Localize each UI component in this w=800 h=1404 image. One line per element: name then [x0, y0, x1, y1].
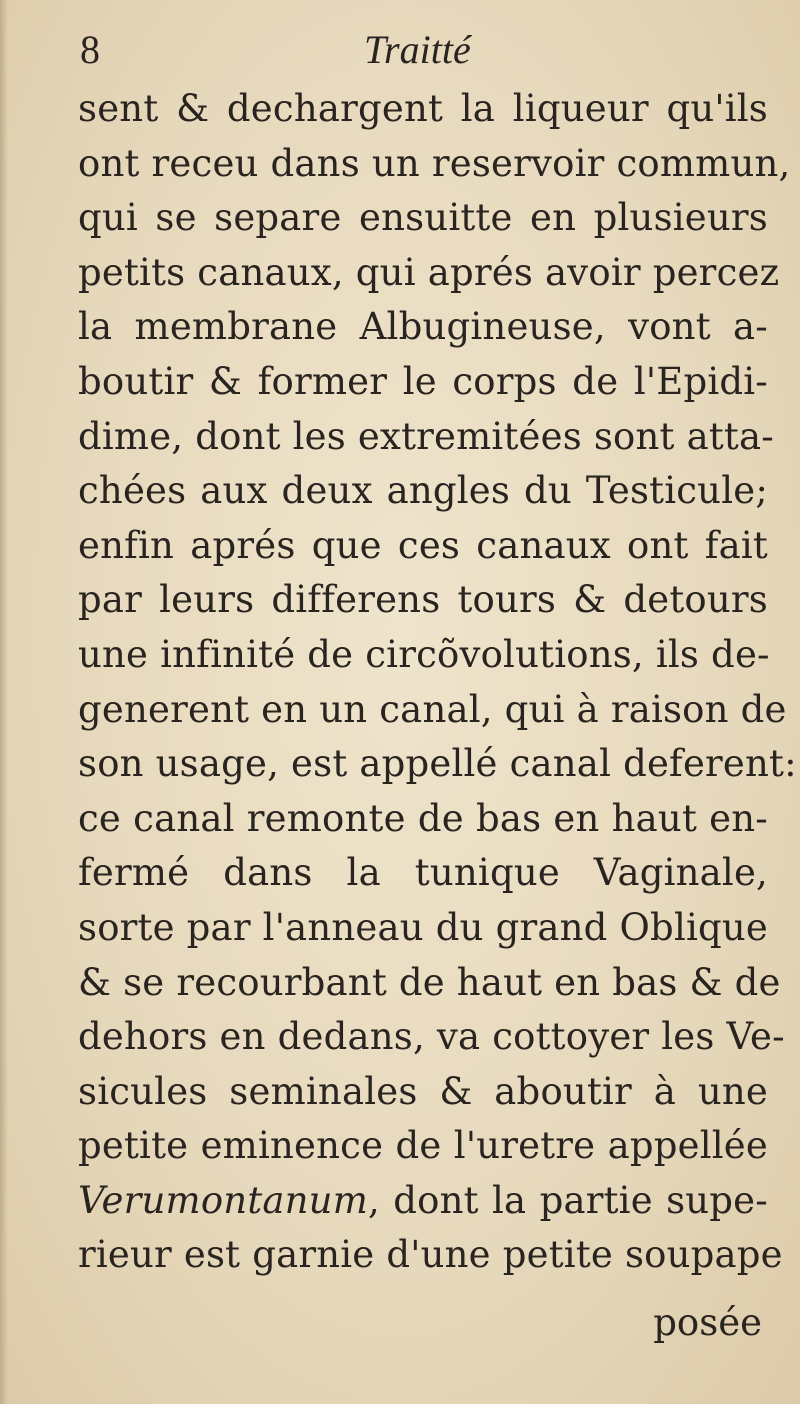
text-line: par leurs differens tours & detours	[78, 578, 768, 622]
page-number: 8	[80, 27, 100, 72]
body-text	[78, 82, 797, 1283]
text-line: rieur est garnie d'une petite soupape	[78, 1233, 783, 1277]
text-line: & se recourbant de haut en bas & de	[78, 960, 781, 1004]
text-line: fermé dans la tunique Vaginale,	[78, 851, 768, 895]
text-line: boutir & former le corps de l'Epidi-	[78, 359, 768, 403]
catchword: posée	[653, 1301, 762, 1344]
text-line: qui se separe ensuitte en plusieurs	[78, 196, 768, 240]
text-line: chées aux deux angles du Testicule;	[78, 469, 768, 513]
text-line: dime, dont les extremitées sont atta-	[78, 414, 774, 458]
text-line: ce canal remonte de bas en haut en-	[78, 796, 768, 840]
text-line	[78, 1174, 768, 1229]
text-line: petite eminence de l'uretre appellée	[78, 1124, 768, 1168]
text-line: son usage, est appellé canal deferent:	[78, 742, 797, 786]
running-title: Traitté	[364, 27, 471, 72]
latin-term: Verumontanum	[78, 1178, 368, 1222]
text-line: sicules seminales & aboutir à une	[78, 1069, 768, 1113]
page-gutter-shadow	[0, 0, 8, 1404]
text-line: generent en un canal, qui à raison de	[78, 687, 787, 731]
text-line: enfin aprés que ces canaux ont fait	[78, 523, 768, 567]
page-header	[0, 14, 800, 74]
text-line-rest: , dont la partie supe-	[368, 1178, 768, 1222]
text-line: la membrane Albugineuse, vont a-	[78, 305, 768, 349]
text-line: petits canaux, qui aprés avoir percez	[78, 250, 780, 294]
text-line: une infinité de circõvolutions, ils de-	[78, 632, 770, 676]
text-line: dehors en dedans, va cottoyer les Ve-	[78, 1015, 785, 1059]
text-line: ont receu dans un reservoir commun,	[78, 141, 791, 185]
text-line: sent & dechargent la liqueur qu'ils	[78, 87, 768, 130]
text-line: sorte par l'anneau du grand Oblique	[78, 905, 769, 949]
